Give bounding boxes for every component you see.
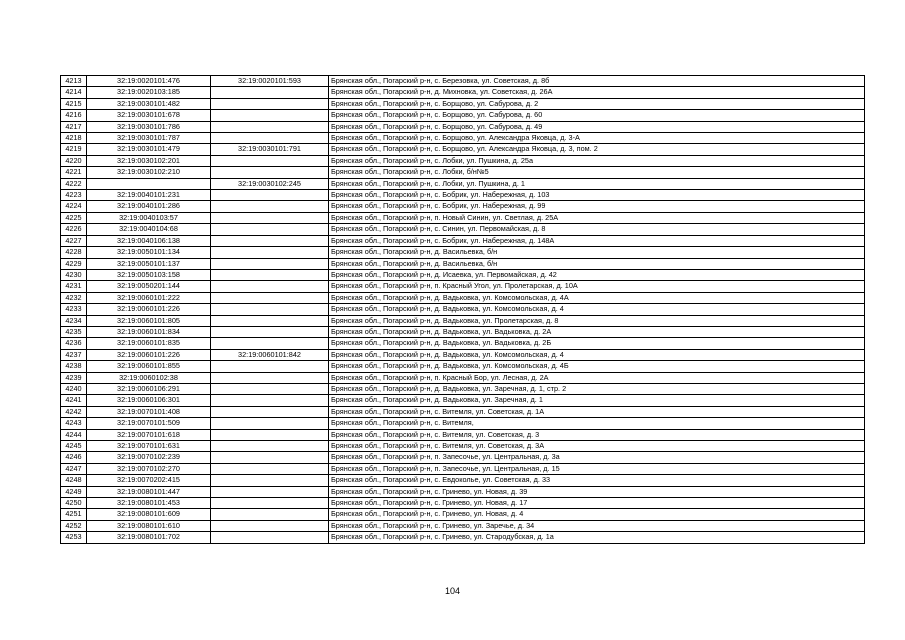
row-number-cell: 4251	[61, 509, 87, 520]
address-cell: Брянская обл., Погарский р-н, с. Евдоколье, ул. Советская, д. 33	[329, 475, 865, 486]
previous-cadastral-number-cell	[211, 452, 329, 463]
cadastral-number-cell: 32:19:0030101:482	[87, 98, 211, 109]
previous-cadastral-number-cell: 32:19:0030101:791	[211, 144, 329, 155]
address-cell: Брянская обл., Погарский р-н, п. Запесочье, ул. Центральная, д. 15	[329, 463, 865, 474]
page-number: 104	[444, 586, 461, 596]
row-number-cell: 4220	[61, 155, 87, 166]
table-row	[61, 475, 865, 486]
table-row	[61, 429, 865, 440]
previous-cadastral-number-cell: 32:19:0030102:245	[211, 178, 329, 189]
previous-cadastral-number-cell	[211, 167, 329, 178]
row-number-cell: 4242	[61, 406, 87, 417]
cadastral-number-cell: 32:19:0060101:222	[87, 292, 211, 303]
cadastral-number-cell: 32:19:0060106:291	[87, 383, 211, 394]
cadastral-number-cell: 32:19:0080101:453	[87, 498, 211, 509]
address-cell: Брянская обл., Погарский р-н, с. Гринево, ул. Новая, д. 39	[329, 486, 865, 497]
row-number-cell: 4216	[61, 110, 87, 121]
address-cell: Брянская обл., Погарский р-н, п. Красный Бор, ул. Лесная, д. 2А	[329, 372, 865, 383]
table-row	[61, 486, 865, 497]
table-row	[61, 247, 865, 258]
previous-cadastral-number-cell	[211, 212, 329, 223]
row-number-cell: 4219	[61, 144, 87, 155]
table-row	[61, 361, 865, 372]
address-cell: Брянская обл., Погарский р-н, д. Вадьковка, ул. Комсомольская, д. 4Б	[329, 361, 865, 372]
address-cell: Брянская обл., Погарский р-н, д. Вадьковка, ул. Заречная, д. 1, стр. 2	[329, 383, 865, 394]
previous-cadastral-number-cell	[211, 110, 329, 121]
table-row	[61, 76, 865, 87]
address-cell: Брянская обл., Погарский р-н, д. Михновка, ул. Советская, д. 26А	[329, 87, 865, 98]
previous-cadastral-number-cell	[211, 498, 329, 509]
cadastral-number-cell: 32:19:0080101:447	[87, 486, 211, 497]
table-row	[61, 110, 865, 121]
row-number-cell: 4248	[61, 475, 87, 486]
cadastral-number-cell: 32:19:0050101:137	[87, 258, 211, 269]
address-cell: Брянская обл., Погарский р-н, с. Бобрик, ул. Набережная, д. 148А	[329, 235, 865, 246]
table-row	[61, 338, 865, 349]
row-number-cell: 4237	[61, 349, 87, 360]
row-number-cell: 4215	[61, 98, 87, 109]
cadastral-number-cell: 32:19:0070101:618	[87, 429, 211, 440]
address-cell: Брянская обл., Погарский р-н, с. Витемля, ул. Советская, д. 1А	[329, 406, 865, 417]
address-cell: Брянская обл., Погарский р-н, д. Васильевка, б/н	[329, 247, 865, 258]
address-cell: Брянская обл., Погарский р-н, д. Вадьковка, ул. Пролетарская, д. 8	[329, 315, 865, 326]
row-number-cell: 4247	[61, 463, 87, 474]
table-row	[61, 532, 865, 543]
registry-table-body	[61, 76, 865, 544]
address-cell: Брянская обл., Погарский р-н, с. Березовка, ул. Советская, д. 8б	[329, 76, 865, 87]
row-number-cell: 4249	[61, 486, 87, 497]
previous-cadastral-number-cell	[211, 155, 329, 166]
previous-cadastral-number-cell	[211, 304, 329, 315]
table-row	[61, 292, 865, 303]
row-number-cell: 4218	[61, 133, 87, 144]
row-number-cell: 4228	[61, 247, 87, 258]
cadastral-number-cell: 32:19:0070101:631	[87, 441, 211, 452]
address-cell: Брянская обл., Погарский р-н, с. Гринево, ул. Новая, д. 4	[329, 509, 865, 520]
table-row	[61, 395, 865, 406]
table-row	[61, 406, 865, 417]
previous-cadastral-number-cell	[211, 201, 329, 212]
address-cell: Брянская обл., Погарский р-н, д. Вадьковка, ул. Вадьковка, д. 2Б	[329, 338, 865, 349]
cadastral-number-cell: 32:19:0040104:68	[87, 224, 211, 235]
row-number-cell: 4224	[61, 201, 87, 212]
row-number-cell: 4244	[61, 429, 87, 440]
row-number-cell: 4233	[61, 304, 87, 315]
address-cell: Брянская обл., Погарский р-н, д. Васильевка, б/н	[329, 258, 865, 269]
previous-cadastral-number-cell	[211, 486, 329, 497]
row-number-cell: 4238	[61, 361, 87, 372]
previous-cadastral-number-cell	[211, 441, 329, 452]
cadastral-number-cell: 32:19:0030101:678	[87, 110, 211, 121]
previous-cadastral-number-cell	[211, 235, 329, 246]
previous-cadastral-number-cell	[211, 224, 329, 235]
address-cell: Брянская обл., Погарский р-н, с. Лобки, ул. Пушкина, д. 1	[329, 178, 865, 189]
previous-cadastral-number-cell	[211, 361, 329, 372]
row-number-cell: 4221	[61, 167, 87, 178]
address-cell: Брянская обл., Погарский р-н, с. Гринево, ул. Стародубская, д. 1а	[329, 532, 865, 543]
cadastral-number-cell: 32:19:0060106:301	[87, 395, 211, 406]
cadastral-number-cell: 32:19:0070101:408	[87, 406, 211, 417]
table-row	[61, 463, 865, 474]
cadastral-number-cell: 32:19:0060101:805	[87, 315, 211, 326]
address-cell: Брянская обл., Погарский р-н, с. Витемля,	[329, 418, 865, 429]
address-cell: Брянская обл., Погарский р-н, с. Витемля, ул. Советская, д. 3	[329, 429, 865, 440]
row-number-cell: 4234	[61, 315, 87, 326]
address-cell: Брянская обл., Погарский р-н, с. Синин, ул. Первомайская, д. 8	[329, 224, 865, 235]
previous-cadastral-number-cell	[211, 520, 329, 531]
table-row	[61, 87, 865, 98]
row-number-cell: 4253	[61, 532, 87, 543]
cadastral-number-cell: 32:19:0080101:609	[87, 509, 211, 520]
previous-cadastral-number-cell	[211, 509, 329, 520]
row-number-cell: 4227	[61, 235, 87, 246]
previous-cadastral-number-cell	[211, 292, 329, 303]
row-number-cell: 4252	[61, 520, 87, 531]
table-row	[61, 178, 865, 189]
previous-cadastral-number-cell: 32:19:0060101:842	[211, 349, 329, 360]
row-number-cell: 4231	[61, 281, 87, 292]
table-row	[61, 498, 865, 509]
row-number-cell: 4217	[61, 121, 87, 132]
cadastral-number-cell: 32:19:0060101:226	[87, 349, 211, 360]
previous-cadastral-number-cell	[211, 258, 329, 269]
address-cell: Брянская обл., Погарский р-н, с. Витемля, ул. Советская, д. 3А	[329, 441, 865, 452]
cadastral-number-cell: 32:19:0040101:231	[87, 190, 211, 201]
row-number-cell: 4225	[61, 212, 87, 223]
table-row	[61, 258, 865, 269]
address-cell: Брянская обл., Погарский р-н, с. Борщово, ул. Сабурова, д. 49	[329, 121, 865, 132]
previous-cadastral-number-cell: 32:19:0020101:593	[211, 76, 329, 87]
previous-cadastral-number-cell	[211, 463, 329, 474]
cadastral-number-cell: 32:19:0070102:239	[87, 452, 211, 463]
row-number-cell: 4239	[61, 372, 87, 383]
cadastral-number-cell: 32:19:0030101:786	[87, 121, 211, 132]
address-cell: Брянская обл., Погарский р-н, с. Бобрик, ул. Набережная, д. 99	[329, 201, 865, 212]
table-row	[61, 167, 865, 178]
table-row	[61, 281, 865, 292]
cadastral-number-cell: 32:19:0030101:479	[87, 144, 211, 155]
table-row	[61, 98, 865, 109]
row-number-cell: 4240	[61, 383, 87, 394]
previous-cadastral-number-cell	[211, 281, 329, 292]
address-cell: Брянская обл., Погарский р-н, с. Бобрик, ул. Набережная, д. 103	[329, 190, 865, 201]
address-cell: Брянская обл., Погарский р-н, д. Вадьковка, ул. Комсомольская, д. 4А	[329, 292, 865, 303]
cadastral-number-cell	[87, 178, 211, 189]
row-number-cell: 4241	[61, 395, 87, 406]
previous-cadastral-number-cell	[211, 338, 329, 349]
cadastral-number-cell: 32:19:0060102:38	[87, 372, 211, 383]
cadastral-number-cell: 32:19:0040106:138	[87, 235, 211, 246]
row-number-cell: 4250	[61, 498, 87, 509]
previous-cadastral-number-cell	[211, 121, 329, 132]
cadastral-number-cell: 32:19:0050101:134	[87, 247, 211, 258]
cadastral-number-cell: 32:19:0020101:476	[87, 76, 211, 87]
cadastral-number-cell: 32:19:0070102:270	[87, 463, 211, 474]
table-row	[61, 133, 865, 144]
cadastral-number-cell: 32:19:0030101:787	[87, 133, 211, 144]
previous-cadastral-number-cell	[211, 133, 329, 144]
previous-cadastral-number-cell	[211, 395, 329, 406]
table-row	[61, 315, 865, 326]
table-row	[61, 121, 865, 132]
row-number-cell: 4246	[61, 452, 87, 463]
table-row	[61, 224, 865, 235]
previous-cadastral-number-cell	[211, 372, 329, 383]
row-number-cell: 4213	[61, 76, 87, 87]
table-row	[61, 326, 865, 337]
address-cell: Брянская обл., Погарский р-н, д. Вадьковка, ул. Комсомольская, д. 4	[329, 349, 865, 360]
row-number-cell: 4223	[61, 190, 87, 201]
cadastral-number-cell: 32:19:0020103:185	[87, 87, 211, 98]
address-cell: Брянская обл., Погарский р-н, с. Борщово, ул. Сабурова, д. 60	[329, 110, 865, 121]
row-number-cell: 4245	[61, 441, 87, 452]
cadastral-number-cell: 32:19:0070202:415	[87, 475, 211, 486]
cadastral-number-cell: 32:19:0060101:835	[87, 338, 211, 349]
previous-cadastral-number-cell	[211, 532, 329, 543]
row-number-cell: 4226	[61, 224, 87, 235]
previous-cadastral-number-cell	[211, 429, 329, 440]
table-row	[61, 201, 865, 212]
row-number-cell: 4232	[61, 292, 87, 303]
address-cell: Брянская обл., Погарский р-н, с. Лобки, ул. Пушкина, д. 25а	[329, 155, 865, 166]
address-cell: Брянская обл., Погарский р-н, с. Лобки, б/н№5	[329, 167, 865, 178]
cadastral-number-cell: 32:19:0040101:286	[87, 201, 211, 212]
table-row	[61, 349, 865, 360]
address-cell: Брянская обл., Погарский р-н, д. Исаевка, ул. Первомайская, д. 42	[329, 269, 865, 280]
cadastral-number-cell: 32:19:0060101:834	[87, 326, 211, 337]
cadastral-number-cell: 32:19:0060101:226	[87, 304, 211, 315]
table-row	[61, 383, 865, 394]
address-cell: Брянская обл., Погарский р-н, п. Запесочье, ул. Центральная, д. 3а	[329, 452, 865, 463]
previous-cadastral-number-cell	[211, 406, 329, 417]
previous-cadastral-number-cell	[211, 190, 329, 201]
address-cell: Брянская обл., Погарский р-н, с. Гринево, ул. Заречье, д. 34	[329, 520, 865, 531]
previous-cadastral-number-cell	[211, 315, 329, 326]
table-row	[61, 304, 865, 315]
row-number-cell: 4222	[61, 178, 87, 189]
previous-cadastral-number-cell	[211, 87, 329, 98]
table-row	[61, 452, 865, 463]
cadastral-number-cell: 32:19:0060101:855	[87, 361, 211, 372]
previous-cadastral-number-cell	[211, 418, 329, 429]
cadastral-number-cell: 32:19:0070101:509	[87, 418, 211, 429]
address-cell: Брянская обл., Погарский р-н, п. Новый Синин, ул. Светлая, д. 25А	[329, 212, 865, 223]
row-number-cell: 4243	[61, 418, 87, 429]
row-number-cell: 4230	[61, 269, 87, 280]
table-row	[61, 520, 865, 531]
row-number-cell: 4236	[61, 338, 87, 349]
table-row	[61, 212, 865, 223]
address-cell: Брянская обл., Погарский р-н, с. Борщово, ул. Александра Яковца, д. 3-А	[329, 133, 865, 144]
table-row	[61, 269, 865, 280]
cadastral-number-cell: 32:19:0080101:702	[87, 532, 211, 543]
row-number-cell: 4214	[61, 87, 87, 98]
previous-cadastral-number-cell	[211, 269, 329, 280]
address-cell: Брянская обл., Погарский р-н, д. Вадьковка, ул. Комсомольская, д. 4	[329, 304, 865, 315]
address-cell: Брянская обл., Погарский р-н, с. Гринево, ул. Новая, д. 17	[329, 498, 865, 509]
cadastral-number-cell: 32:19:0040103:57	[87, 212, 211, 223]
cadastral-number-cell: 32:19:0080101:610	[87, 520, 211, 531]
previous-cadastral-number-cell	[211, 326, 329, 337]
row-number-cell: 4229	[61, 258, 87, 269]
cadastral-number-cell: 32:19:0050201:144	[87, 281, 211, 292]
previous-cadastral-number-cell	[211, 475, 329, 486]
cadastral-number-cell: 32:19:0030102:201	[87, 155, 211, 166]
cadastral-number-cell: 32:19:0050103:158	[87, 269, 211, 280]
address-cell: Брянская обл., Погарский р-н, п. Красный Угол, ул. Пролетарская, д. 10А	[329, 281, 865, 292]
address-cell: Брянская обл., Погарский р-н, д. Вадьковка, ул. Вадьковка, д. 2А	[329, 326, 865, 337]
table-row	[61, 372, 865, 383]
address-cell: Брянская обл., Погарский р-н, с. Борщово, ул. Александра Яковца, д. 3, пом. 2	[329, 144, 865, 155]
row-number-cell: 4235	[61, 326, 87, 337]
table-row	[61, 144, 865, 155]
previous-cadastral-number-cell	[211, 247, 329, 258]
address-cell: Брянская обл., Погарский р-н, с. Борщово, ул. Сабурова, д. 2	[329, 98, 865, 109]
registry-table	[60, 75, 865, 544]
table-row	[61, 190, 865, 201]
table-row	[61, 155, 865, 166]
table-row	[61, 418, 865, 429]
table-row	[61, 509, 865, 520]
address-cell: Брянская обл., Погарский р-н, д. Вадьковка, ул. Заречная, д. 1	[329, 395, 865, 406]
cadastral-number-cell: 32:19:0030102:210	[87, 167, 211, 178]
previous-cadastral-number-cell	[211, 383, 329, 394]
table-row	[61, 235, 865, 246]
table-row	[61, 441, 865, 452]
previous-cadastral-number-cell	[211, 98, 329, 109]
